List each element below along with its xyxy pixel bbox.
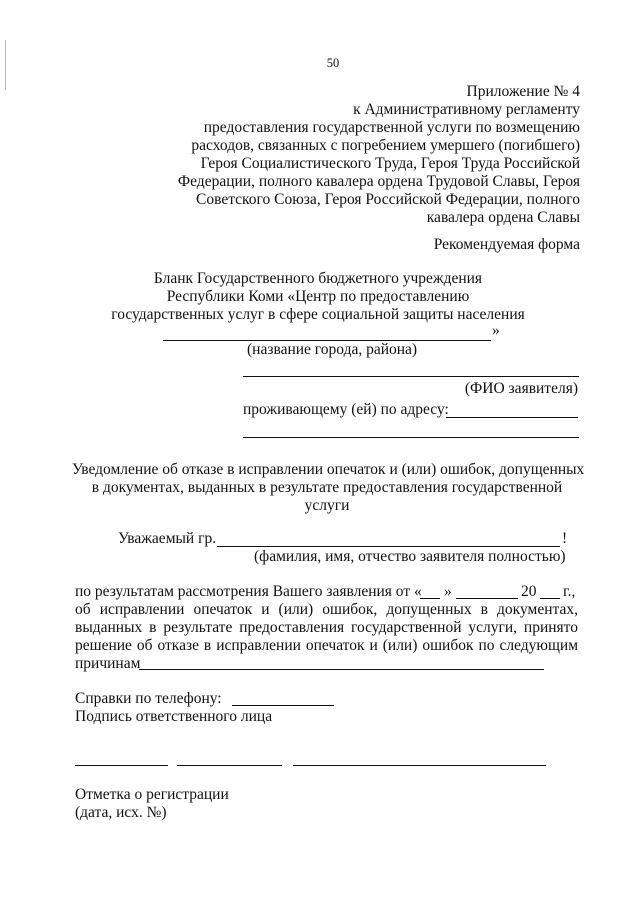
- appendix-line: Советского Союза, Героя Российской Федерации, полного: [196, 191, 580, 208]
- residing-address-label: проживающему (ей) по адресу:: [243, 401, 449, 418]
- appendix-line: Федерации, полного кавалера ордена Трудовой Славы, Героя: [177, 173, 580, 190]
- signature-position-blank[interactable]: [75, 765, 168, 766]
- appendix-header: [178, 83, 580, 227]
- date-year-blank[interactable]: [540, 598, 560, 599]
- appendix-line: кавалера ордена Славы: [426, 209, 580, 226]
- registration-sub-label: (дата, исх. №): [75, 804, 167, 821]
- letterhead-line: Республики Коми «Центр по предоставлению: [166, 288, 470, 305]
- reasons-blank-line[interactable]: [139, 669, 544, 670]
- appendix-line: Героя Социалистического Труда, Героя Труда Российской: [200, 155, 580, 172]
- body-quote-close: »: [444, 583, 452, 600]
- letterhead-line: государственных услуг в сфере социальной защиты населения: [111, 306, 525, 323]
- date-month-blank[interactable]: [456, 598, 518, 599]
- applicant-name-blank-line[interactable]: [243, 376, 579, 377]
- address-blank-line-1[interactable]: [446, 417, 578, 418]
- city-caption: (название города, района): [247, 341, 418, 358]
- page-number: 50: [326, 56, 340, 70]
- full-name-caption: (фамилия, имя, отчество заявителя полностью): [254, 548, 566, 565]
- closing-quote: »: [492, 322, 500, 339]
- address-blank-line-2[interactable]: [243, 437, 579, 438]
- applicant-fio-caption: (ФИО заявителя): [464, 380, 578, 397]
- signature-decoding-blank[interactable]: [293, 765, 546, 766]
- phone-label: Справки по телефону:: [75, 690, 222, 707]
- notice-title: [72, 461, 585, 515]
- appendix-line: расходов, связанных с погребением умершего (погибшего): [191, 137, 580, 154]
- appendix-line: Приложение № 4: [466, 83, 580, 100]
- letterhead-line: Бланк Государственного бюджетного учреждения: [153, 270, 483, 287]
- recommended-form-label: Рекомендуемая форма: [433, 236, 580, 253]
- salutation-label: Уважаемый гр.: [118, 530, 217, 547]
- notice-title-line: услуги: [304, 497, 350, 514]
- phone-blank-line[interactable]: [232, 705, 334, 706]
- signature-blank[interactable]: [177, 765, 282, 766]
- notice-title-line: Уведомление об отказе в исправлении опечаток и (или) ошибок, допущенных: [72, 461, 585, 478]
- full-name-blank-line[interactable]: [217, 546, 560, 547]
- body-line-1-start: по результатам рассмотрения Вашего заявления от «: [75, 583, 422, 600]
- letterhead: [108, 270, 528, 324]
- appendix-line: к Административному регламенту: [353, 101, 580, 118]
- body-year-prefix: 20: [521, 583, 537, 600]
- scan-edge-mark: [5, 40, 6, 90]
- body-line-3: выданных в результате предоставления государственной услуги, принято: [75, 619, 578, 636]
- registration-label: Отметка о регистрации: [75, 786, 229, 803]
- date-day-blank[interactable]: [420, 598, 440, 599]
- appendix-line: предоставления государственной услуги по возмещению: [203, 119, 580, 136]
- body-year-suffix: г.,: [563, 583, 576, 600]
- body-line-5: причинам: [75, 655, 141, 672]
- body-line-2: об исправлении опечаток и (или) ошибок, допущенных в документах,: [75, 601, 578, 618]
- signature-label: Подпись ответственного лица: [75, 708, 273, 725]
- body-line-4: решение об отказе в исправлении опечаток и (или) ошибок по следующим: [75, 637, 578, 654]
- notice-title-line: в документах, выданных в результате предоставления государственной: [91, 479, 563, 496]
- salutation-exclamation: !: [562, 530, 568, 547]
